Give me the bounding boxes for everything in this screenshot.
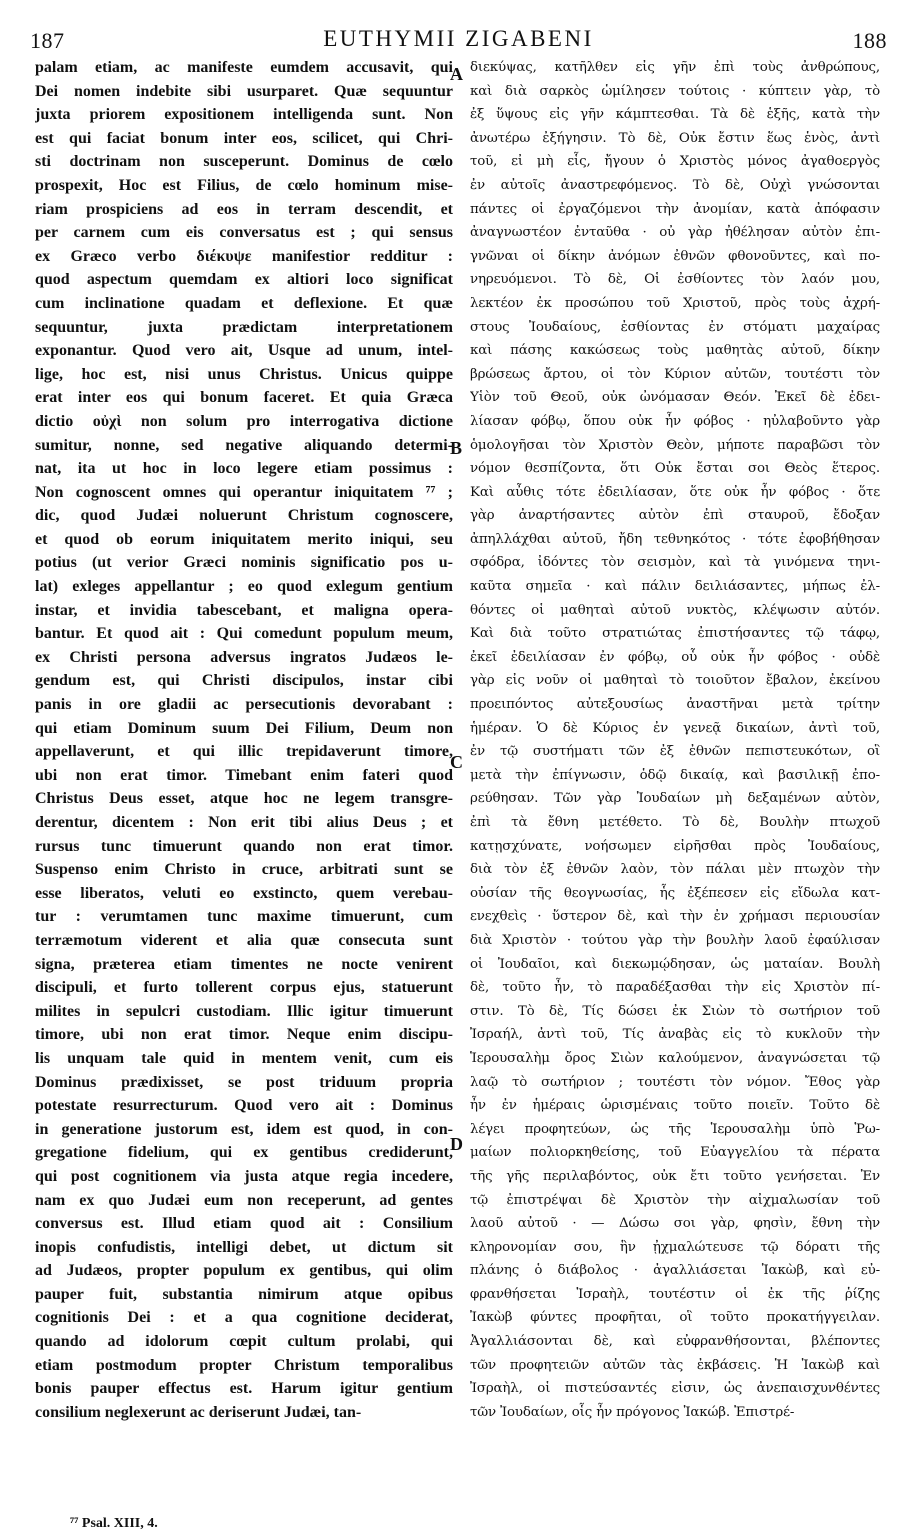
greek-text-line: ἐν τῷ συστήματι τῶν ἐξ ἐθνῶν πεπιστευκότων, οἳ <box>470 744 880 760</box>
greek-text-line: στιν. Τὸ δὲ, Τίς δώσει ἐκ Σιὼν τὸ σωτήριον τοῦ <box>470 1003 880 1019</box>
latin-text-line: nam ex quo Judæi eum non receperunt, ad gentes <box>35 1191 453 1209</box>
greek-text-line: φρανθήσεται Ἰσραὴλ, τουτέστιν οἱ ἐκ τῆς ῥίζης <box>470 1286 880 1302</box>
latin-text-line: riam prospiciens ad eos in terram descendit, et <box>35 200 453 218</box>
greek-text-line: ἐπὶ τὰ ἔθνη μετέθετο. Τὸ δὲ, Βουλὴν πτωχοῦ <box>470 815 880 830</box>
greek-text-line: θόντες οἱ μαθηταὶ αὐτοῦ νυκτὸς, κλέψωσιν αὐτόν. <box>470 602 880 618</box>
latin-text-line: Dei nomen indebite sibi usurparet. Quæ sequuntur <box>35 82 453 100</box>
greek-text-line: προειπόντος αὐτεξουσίως ἀναστῆναι μετὰ τρίτην <box>470 697 880 713</box>
greek-text-line: Ἰσραήλ, ἀντὶ τοῦ, Τίς ἀναβὰς εἰς τὸ κυκλοῦν τὴν <box>470 1027 880 1043</box>
latin-text-line: quod aspectum quemdam ex altiori loco significat <box>35 271 453 289</box>
latin-text-line: appellaverunt, et qui illic trepidaverunt timore, <box>35 743 453 761</box>
latin-column <box>35 56 453 1424</box>
greek-text-line: ἦν ἐν ἡμέραις ὡρισμέναις τοῦτο ποιεῖν. Τοῦτο δὲ <box>470 1098 880 1114</box>
greek-text-line: οἱ Ἰουδαῖοι, καὶ διεκωμῴδησαν, ὡς ματαίαν. Βουλὴ <box>470 956 880 972</box>
greek-text-line: λέγει προφητεύων, ὡς τῆς Ἱερουσαλὴμ ὑπὸ Ῥω- <box>470 1121 880 1137</box>
latin-text-line: potestate resurrecturum. Quod vero ait : Dominus <box>35 1097 453 1115</box>
greek-text-line: γνῶναι οἱ δίκην ἀνόμων ἐθνῶν φθονοῦντες, καὶ πο- <box>470 248 880 264</box>
latin-text-line: consilium neglexerunt ac deriserunt Judæi, tan- <box>35 1403 362 1421</box>
greek-text-line: διεκύψας, κατῆλθεν εἰς γῆν ἐπὶ τοὺς ἀνθρώπους, <box>470 60 880 75</box>
greek-text-line: ὁμολογῆσαι τὸν Χριστὸν Θεὸν, μήποτε παραβῶσι τὸν <box>470 437 880 453</box>
latin-text-line: nat, ita ut hoc in loco legere etiam possimus : <box>35 460 453 478</box>
latin-text-line: panis in ore gladii ac persecutionis devorabant : <box>35 696 453 714</box>
latin-text-line: qui etiam Dominum suum Dei Filium, Deum non <box>35 719 453 737</box>
footnote: ⁷⁷ Psal. XIII, 4. <box>70 1516 158 1531</box>
latin-text-line: per carnem cum eis conversatus est ; qui sensus <box>35 224 453 242</box>
margin-marker-d: D <box>450 1134 463 1154</box>
latin-text-line: quando ad idolorum cœpit cultum prolabi, qui <box>35 1333 453 1351</box>
latin-text-line: derentur, dicentem : Non erit tibi alius Deus ; et <box>35 814 453 831</box>
greek-text-line: Υἱὸν τοῦ Θεοῦ, οὐκ ὠνόμασαν Θεόν. Ἐκεῖ δὲ ἐδει- <box>470 390 880 406</box>
latin-text-line: timore, ubi non erat timor. Neque enim discipu- <box>35 1026 453 1044</box>
greek-text-line: μαίων πολιορκηθείσης, τοῦ Εὐαγγελίου τὰ πέρατα <box>470 1145 880 1161</box>
latin-text-line: lige, hoc est, nisi unus Christus. Unicus quippe <box>35 365 453 383</box>
latin-text-line: discipuli, et furto tollerent corpus ejus, statuerunt <box>35 979 453 997</box>
greek-text-line: κατῃσχύνατε, νοήσωμεν εἰρῆσθαι πρὸς Ἰουδαίους, <box>470 838 880 854</box>
latin-text-line: cognitionis Dei : et a qua cognitione deciderat, <box>35 1309 453 1327</box>
latin-text-line: exponantur. Quod vero ait, Usque ad unum, intel- <box>35 342 453 360</box>
latin-text-line: potius (ut verior Græci nominis significatio pos u- <box>35 554 453 572</box>
greek-text-line: νηρευόμενοι. Τὸ δὲ, Οἱ ἐσθίοντες τὸν λαόν μου, <box>470 272 880 288</box>
latin-text-line: qui post cognitionem via justa atque regia incedere, <box>35 1167 453 1185</box>
latin-text-line: et quod ob eorum iniquitatem merito iniqui, seu <box>35 530 453 548</box>
latin-text-line: etiam postmodum propter Christum temporalibus <box>35 1356 453 1374</box>
greek-text-line: τοῦ, εἰ μὴ εἷς, ἤγουν ὁ Χριστὸς μόνος ἀγαθοεργὸς <box>470 154 880 170</box>
latin-text-line: palam etiam, ac manifeste eumdem accusavit, qui <box>35 59 453 76</box>
latin-text-line: dic, quod Judæi noluerunt Christum cognoscere, <box>35 507 453 525</box>
greek-text-line: Καὶ διὰ τοῦτο στρατιώτας ἐπιστήσαντες τῷ τάφῳ, <box>470 626 880 642</box>
latin-text-line: gendum est, qui Christi discipulos, instar cibi <box>35 672 453 690</box>
latin-text-line: inopis confudistis, intelligi debet, ut dictum sit <box>35 1238 453 1256</box>
latin-text-line: juxta priorem expositionem intelligenda sunt. Non <box>35 106 453 124</box>
greek-text-line: σφόδρα, ἰδόντες τὸν σεισμὸν, καὶ τὰ γινόμενα τηνι- <box>470 555 880 571</box>
latin-text-line: cum inclinatione quadam et deflexione. Et quæ <box>35 294 453 312</box>
greek-text-line: λεκτέον ἐκ προσώπου τοῦ Χριστοῦ, πρὸς τοὺς ἀχρή- <box>470 295 880 311</box>
latin-text-line: Christus Deus esset, atque hoc ne legem transgre- <box>35 790 453 808</box>
latin-text-line: est qui faciat bonum inter eos, scilicet, qui Chri- <box>35 129 453 147</box>
greek-text-line: τῆς γῆς περιλαβόντος, οὐκ ἔτι τοῦτο γενήσεται. Ἐν <box>470 1168 880 1184</box>
greek-text-line: Ἰσραὴλ, οἱ πιστεύσαντές εἰσιν, ὡς ἀνεπαισχυνθέντες <box>470 1381 880 1397</box>
greek-text-line: λαοῦ αὐτοῦ · — Δώσω σοι γὰρ, φησὶν, ἔθνη τὴν <box>470 1216 880 1232</box>
latin-text-line: sti doctrinam non susceperunt. Dominus de cœlo <box>35 153 453 171</box>
greek-text-line: μετὰ τὴν ἐπίγνωσιν, ὁδῷ δικαίᾳ, καὶ βασιλικῇ ἐπο- <box>470 767 880 783</box>
latin-text-line: lat) exleges appellantur ; eo quod exlegum gentium <box>35 578 453 596</box>
latin-text-line: ad Judæos, propter populum ex gentibus, qui olim <box>35 1262 453 1280</box>
greek-text-line: λαῷ τὸ σωτήριον ; τουτέστι τὸν νόμον. Ἔθος γὰρ <box>470 1074 880 1090</box>
margin-marker-a: A <box>450 64 463 84</box>
greek-text-line: καὶ διὰ σαρκὸς ὡμίλησεν τούτοις · κύπτειν γὰρ, τὸ <box>470 83 880 99</box>
greek-text-line: λίασαν φόβῳ, ὅπου οὐκ ἦν φόβος · ηὐλαβοῦντο γὰρ <box>470 413 880 429</box>
latin-text-line: Suspenso enim Christo in cruce, arbitrati sunt se <box>35 861 453 879</box>
margin-marker-b: B <box>450 438 463 458</box>
greek-text-line: ρεύθησαν. Τῶν γὰρ Ἰουδαίων μὴ δεξαμένων αὐτὸν, <box>470 791 880 807</box>
latin-text-line: sequuntur, juxta prædictam interpretationem <box>35 318 453 336</box>
greek-text-line: γὰρ ἀναρτήσαντες αὐτὸν ἐπὶ σταυροῦ, ἔδοξαν <box>470 508 880 524</box>
latin-text-line: ex Græco verbo διέκυψε manifestior redditur : <box>35 247 453 265</box>
greek-text-line: καὶ πάσης κακώσεως τοὺς μαθητὰς αὐτοῦ, δίκην <box>470 343 880 359</box>
latin-text-line: rursus tunc timuerunt quando non erat timor. <box>35 837 453 855</box>
latin-text-line: in generatione justorum est, idem est quod, in con- <box>35 1120 453 1138</box>
greek-text-line: Ἰακὼβ φύντες προφῆται, οἳ τοῦτο προκατήγγειλαν. <box>470 1310 880 1326</box>
latin-text-line: gregatione fidelium, qui ex gentibus crediderunt, <box>35 1144 453 1162</box>
latin-text-line: Dominus prædixisset, se post triduum propria <box>35 1073 453 1091</box>
greek-text-line: Ἱερουσαλὴμ ὄρος Σιὼν καλούμενον, ἀναγνώσεται τῷ <box>470 1050 880 1066</box>
greek-text-line: ἐν αὐτοῖς ἀναστρεφόμενος. Τὸ δὲ, Οὐχὶ γνώσονται <box>470 177 880 193</box>
latin-text-line: erat inter eos qui bonum faceret. Et quia Græca <box>35 389 453 407</box>
running-title: EUTHYMII ZIGABENI <box>323 26 594 51</box>
greek-text-line: ἀνωτέρω ἐξήγησιν. Τὸ δὲ, Οὐκ ἔστιν ἕως ἑνὸς, ἀντὶ <box>470 130 880 146</box>
greek-text-line: δὲ, τοῦτο ἦν, τὸ παραδέξασθαι τὴν εἰς Χριστὸν πί- <box>470 980 880 996</box>
latin-text-line: terræmotum viderent et alia quæ consecuta sunt <box>35 931 453 949</box>
greek-text-line: βρώσεως ἄρτου, οἱ τὸν Κύριον αὐτῶν, τουτέστι τὸν <box>470 366 880 382</box>
greek-text-line: διὰ τὸν ἐξ ἐθνῶν λαὸν, τὸν πάλαι μὲν πτωχὸν τὴν <box>470 862 880 878</box>
left-page-number: 187 <box>30 28 65 53</box>
greek-text-line: τῷ ἐπιστρέψαι δὲ Χριστὸν τὴν αἰχμαλωσίαν τοῦ <box>470 1192 880 1208</box>
greek-text-line: ἀπηλλάχθαι αὐτοῦ, ἤδη τεθνηκότος · τότε ἐφοβήθησαν <box>470 531 880 547</box>
latin-text-line: milites in sepulcri custodiam. Illic igitur timuerunt <box>35 1002 453 1020</box>
latin-text-line: ex Christi persona adversus ingratos Judæos le- <box>35 648 453 666</box>
right-page-number: 188 <box>852 28 887 53</box>
latin-text-line: Non cognoscent omnes qui operantur iniquitatem ⁷⁷ ; <box>35 483 453 501</box>
margin-marker-c: C <box>450 752 463 772</box>
greek-text-line: ἡμέραν. Ὁ δὲ Κύριος ἐν γενεᾷ δικαίων, ἀντὶ τοῦ, <box>470 720 880 736</box>
latin-text-line: lis unquam tale quid in mentem venit, cum eis <box>35 1049 453 1067</box>
latin-text-line: instar, et invidia tabescebant, et maligna opera- <box>35 601 453 619</box>
greek-text-line: ἐξ ὕψους εἰς γῆν κάμπτεσθαι. Τὰ δὲ ἑξῆς, κατὰ τὴν <box>470 107 880 123</box>
greek-text-line: τῶν προφητειῶν αὐτῶν τὰς ἐκβάσεις. Ἡ Ἰακὼβ καὶ <box>470 1357 880 1373</box>
greek-text-line: οὐσίαν τῆς θεογνωσίας, ἧς ἐξέπεσεν εἰς εἴδωλα κατ- <box>470 885 880 901</box>
greek-text-line: νόμον θεσπίζοντα, ὅτι Οὐκ ἔσται σοι Θεὸς ἕτερος. <box>470 461 880 477</box>
greek-column <box>470 56 880 1424</box>
latin-text-line: conversus est. Illud etiam quod ait : Consilium <box>35 1215 453 1233</box>
greek-text-line: κληρονομίαν σου, ἣν ᾐχμαλώτευσε τῷ δόρατι τῆς <box>470 1239 880 1255</box>
latin-text-line: dictio οὐχὶ non solum pro interrogativa dictione <box>35 412 453 430</box>
greek-text-line: πάντες οἱ ἐργαζόμενοι τὴν ἀνομίαν, κατὰ ἀπόφασιν <box>470 201 880 217</box>
latin-text-line: tur : verumtamen tunc maxime timuerunt, cum <box>35 908 453 926</box>
greek-text-line: γὰρ εἰς νοῦν οἱ μαθηταὶ τὸ τοιοῦτον ἔβαλον, ἐκείνου <box>470 673 880 689</box>
latin-text-line: sumitur, nonne, sed negative aliquando determi- <box>35 436 453 454</box>
greek-text-line: διὰ Χριστὸν · τούτου γὰρ τὴν βουλὴν λαοῦ ἐφαύλισαν <box>470 932 880 948</box>
greek-text-line: πλάνης ὁ διάβολος · ἀγαλλιάσεται Ἰακὼβ, καὶ εὐ- <box>470 1263 880 1279</box>
greek-text-line: ἀναγνωστέον ἐνταῦθα · οὐ γὰρ ἠθέλησαν αὐτὸν ἐπι- <box>470 225 880 241</box>
greek-text-line: Καὶ αὖθις τότε ἐδειλίασαν, ὅτε οὐκ ἦν φόβος · ὅτε <box>470 484 880 500</box>
latin-text-line: esse liberatos, veluti eo exstincto, quem verebau- <box>35 884 453 902</box>
greek-text-line: Ἀγαλλιάσονται δὲ, καὶ εὐφρανθήσονται, βλέποντες <box>470 1334 880 1350</box>
latin-text-line: bonis pauper effectus est. Harum igitur gentium <box>35 1380 453 1398</box>
latin-text-line: bantur. Et quod ait : Qui comedunt populum meum, <box>35 625 453 643</box>
greek-text-line: στους Ἰουδαίους, ἐσθίοντας ἐν στόματι μαχαίρας <box>470 319 880 335</box>
greek-text-line: τῶν Ἰουδαίων, οἷς ἦν πρόγονος Ἰακώβ. Ἐπιστρέ- <box>470 1404 795 1420</box>
greek-text-line: ενεχθεὶς · ὕστερον δὲ, καὶ τὴν ἐν χρήμασι περιουσίαν <box>470 909 880 925</box>
latin-text-line: prospexit, Hoc est Filius, de cœlo hominum mise- <box>35 176 453 194</box>
running-head <box>30 20 887 60</box>
greek-text-line: καῦτα σημεῖα · καὶ πάλιν δειλιάσαντες, μήπως ἐλ- <box>470 579 880 595</box>
latin-text-line: ubi non erat timor. Timebant enim fateri quod <box>35 766 453 784</box>
latin-text-line: pauper fuit, substantia nimirum atque opibus <box>35 1285 453 1303</box>
greek-text-line: ἐκεῖ ἐδειλίασαν ἐν φόβῳ, οὗ οὐκ ἦν φόβος · οὐδὲ <box>470 649 880 665</box>
latin-text-line: signa, præterea etiam timentes ne nocte venirent <box>35 955 453 973</box>
